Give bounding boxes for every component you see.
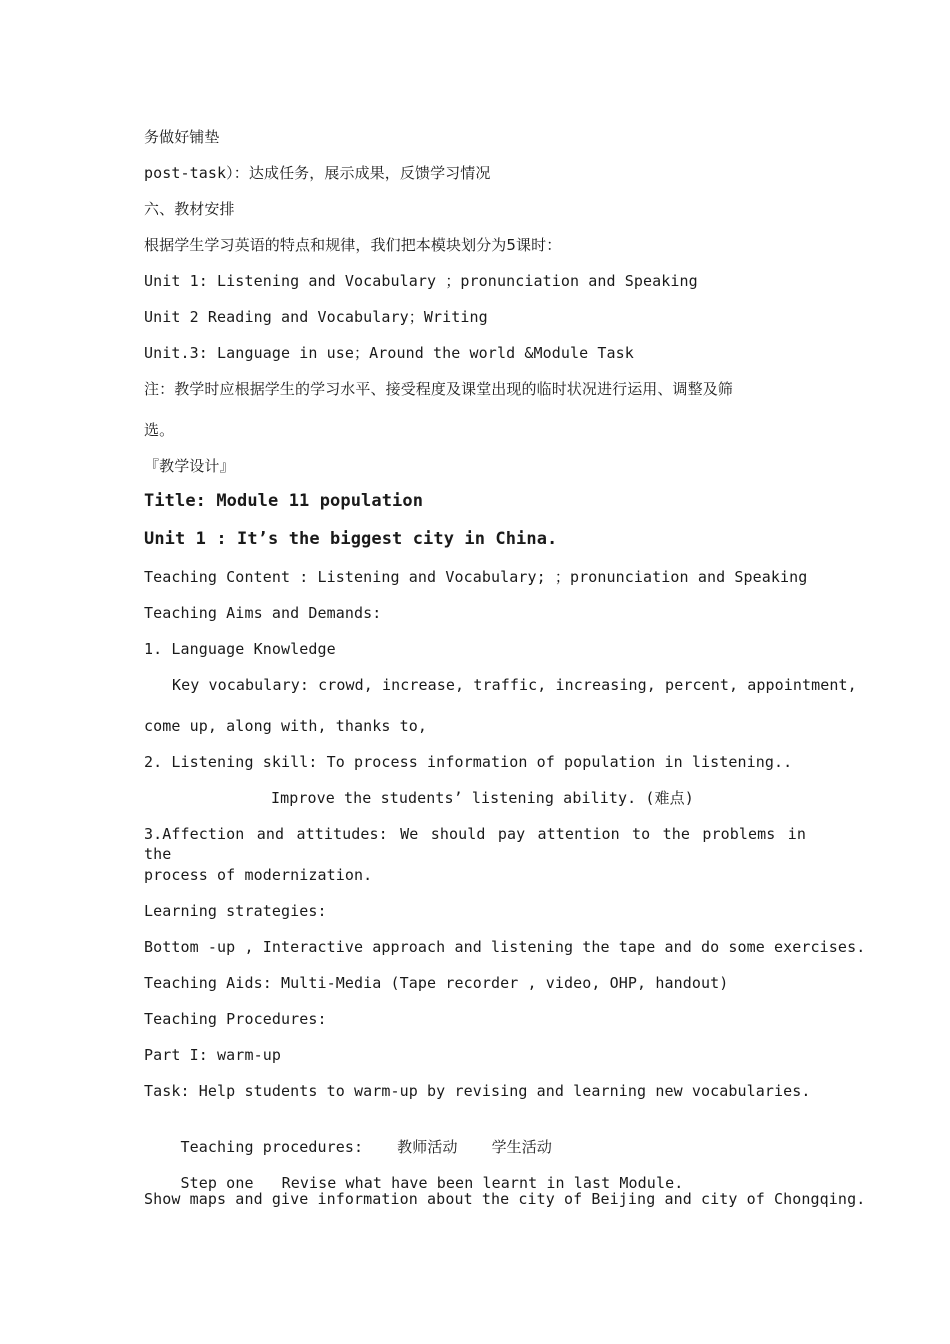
text-line: Improve the students’ listening ability. (难点) bbox=[271, 789, 694, 807]
text-line: Teaching Aids: Multi-Media (Tape recorder , video, OHP, handout) bbox=[144, 974, 729, 992]
text-line: Teaching Procedures: bbox=[144, 1010, 327, 1028]
text-line: come up, along with, thanks to, bbox=[144, 717, 428, 735]
section-heading: 六、教材安排 bbox=[144, 200, 235, 218]
procedure-label: Teaching procedures: bbox=[180, 1138, 364, 1156]
text-line: 2. Listening skill: To process information of population in listening.. bbox=[144, 753, 793, 771]
text-line: Teaching Content : Listening and Vocabulary; ；pronunciation and Speaking bbox=[144, 568, 808, 586]
text-line: process of modernization. bbox=[144, 866, 373, 884]
note-line: 选。 bbox=[144, 421, 175, 439]
text-line: 务做好铺垫 bbox=[144, 128, 220, 146]
text-line: Part I: warm-up bbox=[144, 1046, 281, 1064]
step-description: Revise what have been learnt in last Module. bbox=[281, 1174, 684, 1192]
unit-title: Unit 1 : It’s the biggest city in China. bbox=[144, 529, 558, 549]
text-line: Bottom -up , Interactive approach and listening the tape and do some exercises. bbox=[144, 938, 866, 956]
text-line: Show maps and give information about the city of Beijing and city of Chongqing. bbox=[144, 1190, 866, 1208]
text-line: Unit 2 Reading and Vocabulary；Writing bbox=[144, 308, 488, 326]
text-line: Teaching Aims and Demands: bbox=[144, 604, 382, 622]
text-line: Unit 1: Listening and Vocabulary ；pronunciation and Speaking bbox=[144, 272, 698, 290]
section-heading: 『教学设计』 bbox=[144, 457, 235, 475]
text-line: 根据学生学习英语的特点和规律，我们把本模块划分为5课时： bbox=[144, 236, 562, 254]
teacher-activity-header: 教师活动 bbox=[397, 1138, 458, 1156]
text-line: Key vocabulary: crowd, increase, traffic, increasing, percent, appointment, bbox=[172, 676, 857, 694]
note-line: 注：教学时应根据学生的学习水平、接受程度及课堂出现的临时状况进行运用、调整及筛 bbox=[144, 380, 733, 398]
text-line: 3.Affection and attitudes: We should pay attention to the problems in the bbox=[144, 825, 806, 863]
text-line: Unit.3: Language in use；Around the world &Module Task bbox=[144, 344, 634, 362]
step-label: Step one bbox=[180, 1174, 254, 1192]
text-line: 1. Language Knowledge bbox=[144, 640, 336, 658]
document-title: Title: Module 11 population bbox=[144, 491, 424, 511]
text-line: post-task）：达成任务，展示成果，反馈学习情况 bbox=[144, 164, 491, 182]
text-line: Learning strategies: bbox=[144, 902, 327, 920]
student-activity-header: 学生活动 bbox=[491, 1138, 552, 1156]
text-line: Task: Help students to warm-up by revising and learning new vocabularies. bbox=[144, 1082, 811, 1100]
